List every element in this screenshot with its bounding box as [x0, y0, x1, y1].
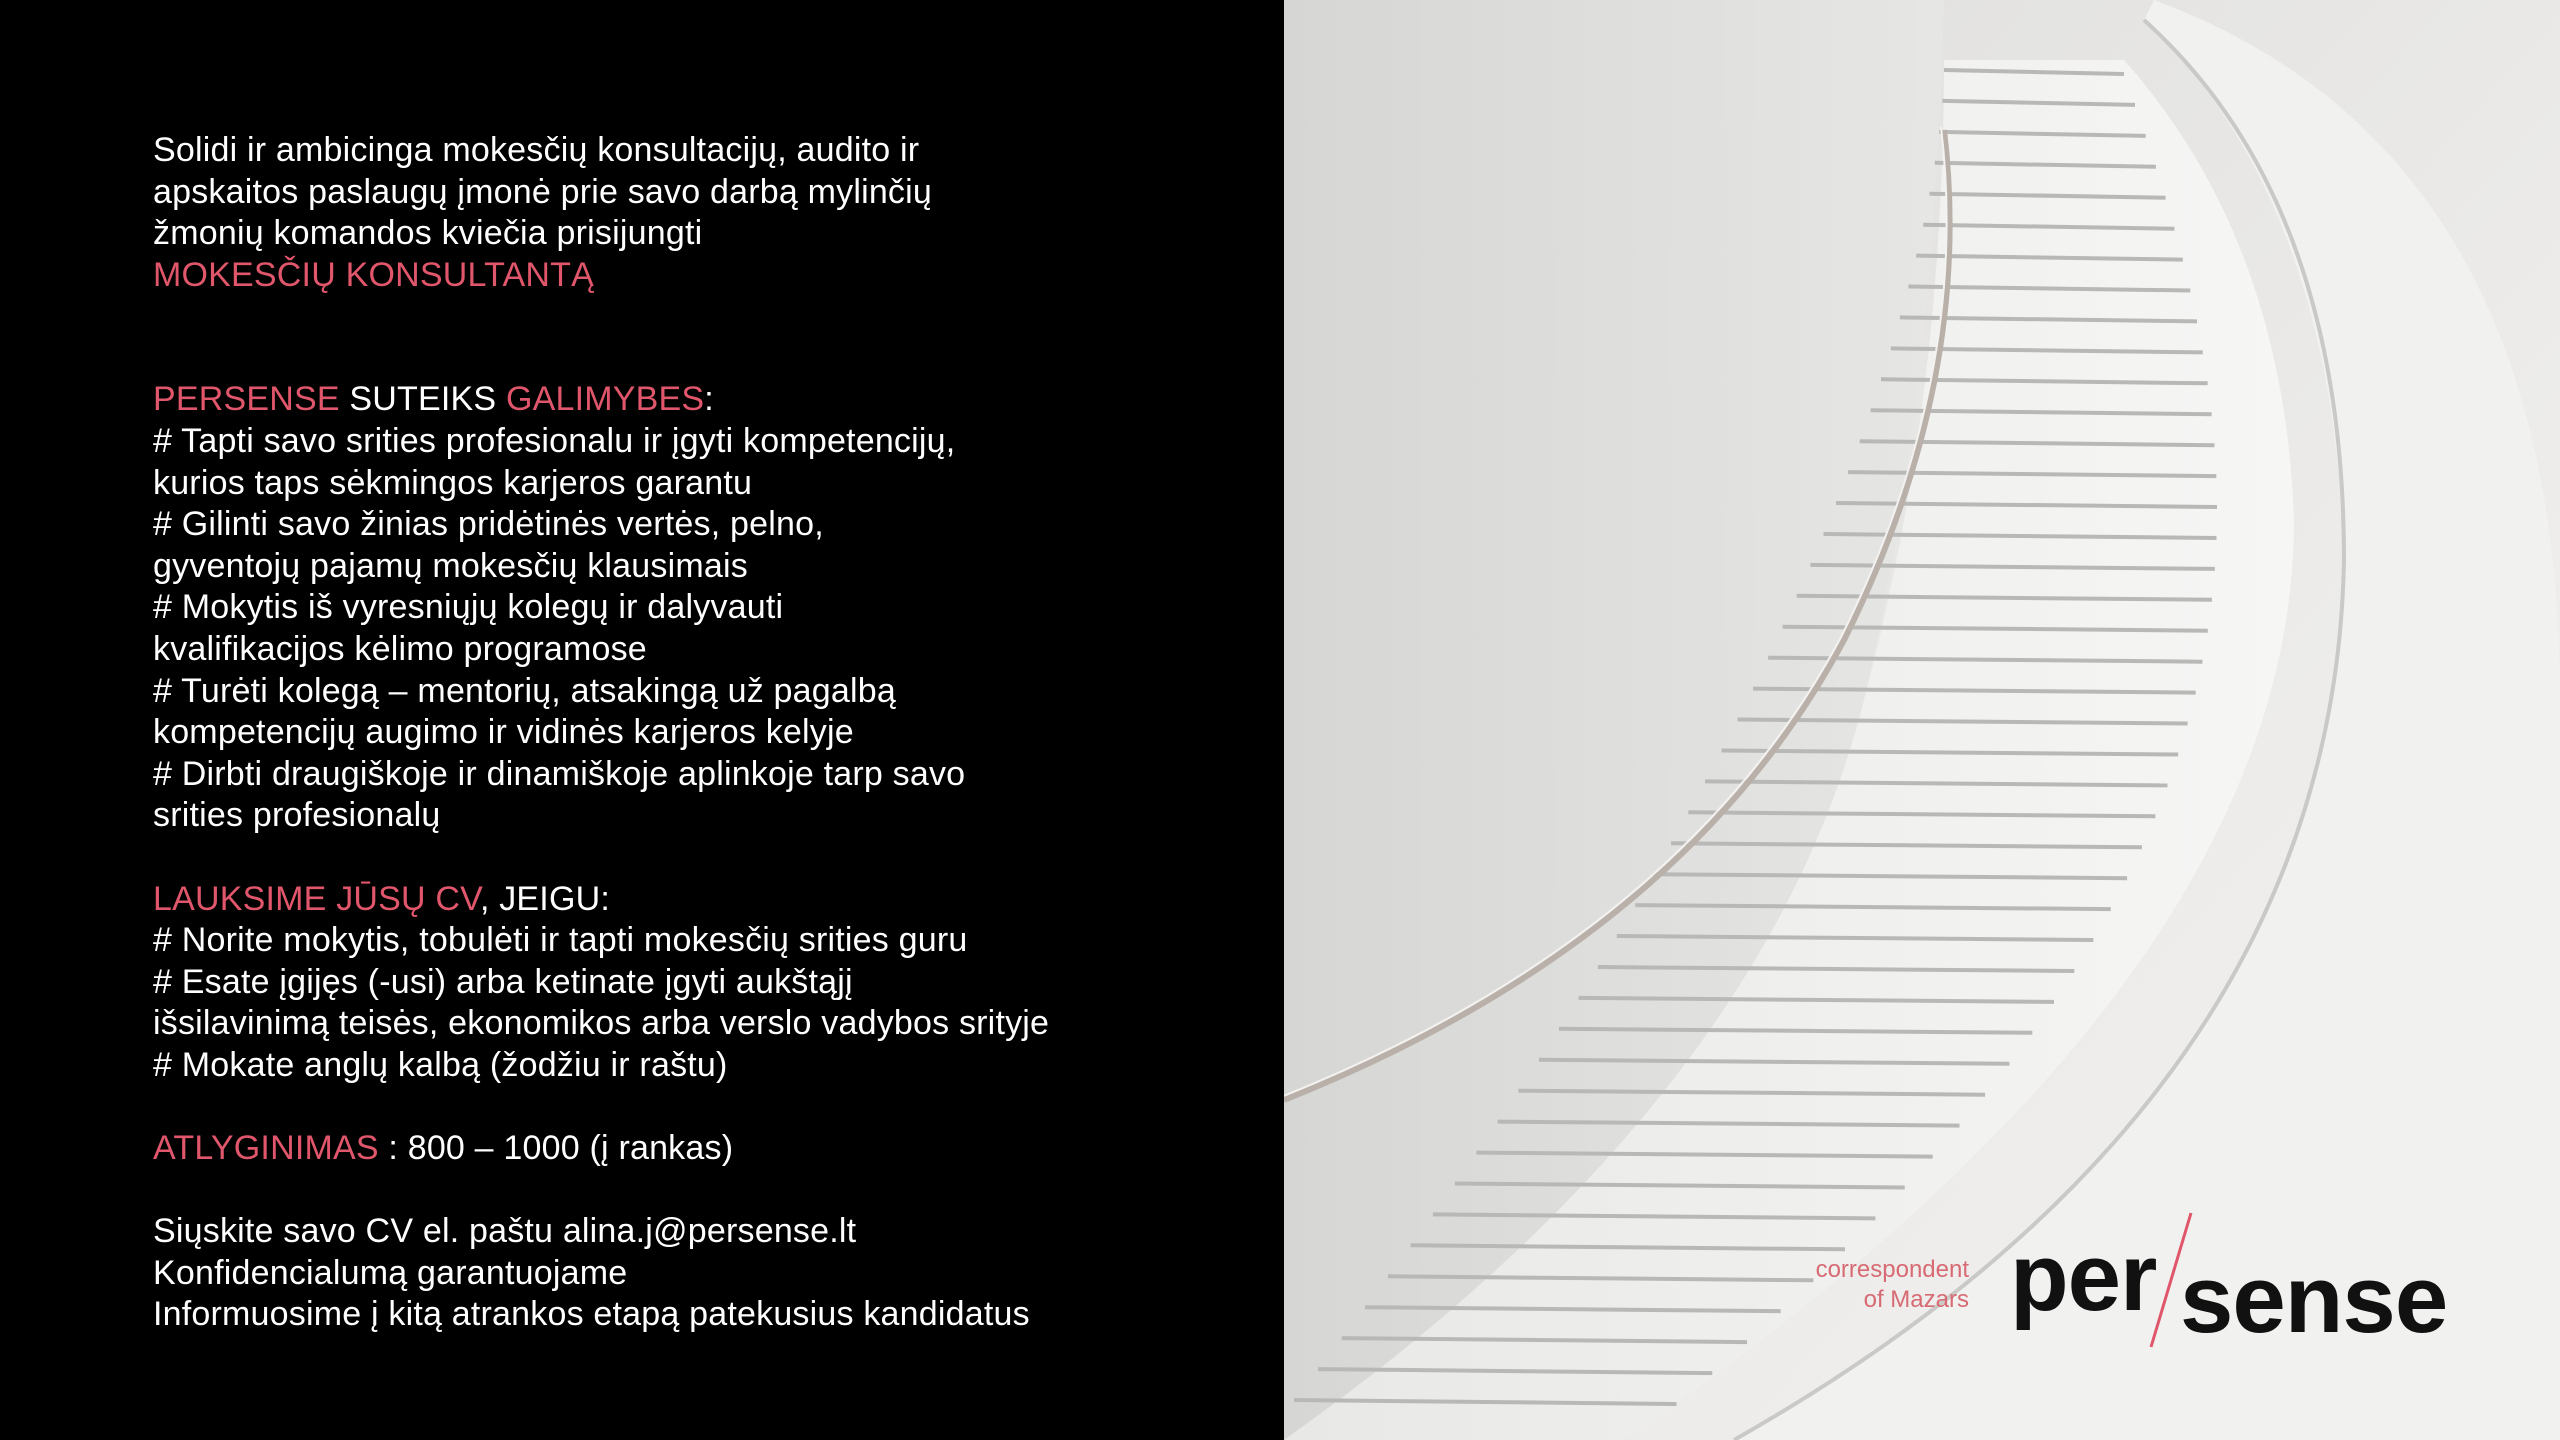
- intro-line-2: apskaitos paslaugų įmonė prie savo darbą mylinčių: [153, 172, 933, 211]
- opportunity-line: kurios taps sėkmingos karjeros garantu: [153, 463, 753, 502]
- requirement-line: # Mokate anglų kalbą (žodžiu ir raštu): [153, 1045, 728, 1084]
- requirement-line: # Esate įgijęs (-usi) arba ketinate įgyti aukštąjį: [153, 962, 853, 1001]
- logo-sense-text: sense: [2180, 1246, 2448, 1353]
- persense-logo: [1770, 1210, 2490, 1360]
- contact-confidentiality-line: Konfidencialumą garantuojame: [153, 1253, 628, 1292]
- opportunity-line: kompetencijų augimo ir vidinės karjeros kelyje: [153, 713, 854, 752]
- opportunity-line: # Tapti savo srities profesionalu ir įgyti kompetencijų,: [153, 421, 956, 460]
- opportunities-heading: [153, 379, 1253, 421]
- opportunity-line: # Dirbti draugiškoje ir dinamiškoje aplinkoje tarp savo: [153, 754, 966, 793]
- correspondent-line-1: correspondent: [1815, 1256, 1969, 1283]
- opportunity-line: srities profesionalų: [153, 796, 441, 835]
- requirements-heading-rest: , JEIGU:: [479, 879, 611, 918]
- contact-next-stage-line: Informuosime į kitą atrankos etapą patekusius kandidatus: [153, 1295, 1030, 1334]
- opportunity-line: kvalifikacijos kėlimo programose: [153, 629, 647, 668]
- opportunity-line: # Gilinti savo žinias pridėtinės vertės, pelno,: [153, 505, 824, 544]
- opportunity-line: gyventojų pajamų mokesčių klausimais: [153, 546, 748, 585]
- intro-line-3: žmonių komandos kviečia prisijungti: [153, 214, 703, 253]
- intro-line-1: Solidi ir ambicinga mokesčių konsultacijų, audito ir: [153, 131, 920, 169]
- opportunities-word: GALIMYBES: [505, 380, 705, 419]
- contact-email-line: Siųskite savo CV el. paštu alina.j@persense.lt: [153, 1212, 857, 1251]
- correspondent-line-2: of Mazars: [1863, 1286, 1969, 1313]
- salary-value: : 800 – 1000 (į rankas): [378, 1129, 734, 1168]
- position-title: MOKESČIŲ KONSULTANTĄ: [153, 255, 595, 294]
- salary-label: ATLYGINIMAS: [153, 1129, 379, 1168]
- opportunities-verb: SUTEIKS: [339, 380, 506, 419]
- requirements-heading: [153, 879, 1253, 921]
- requirement-line: išsilavinimą teisės, ekonomikos arba verslo vadybos srityje: [153, 1004, 1050, 1043]
- requirement-line: # Norite mokytis, tobulėti ir tapti mokesčių srities guru: [153, 921, 968, 960]
- opportunity-line: # Turėti kolegą – mentorių, atsakingą už pagalbą: [153, 671, 896, 710]
- correspondent-text: [1816, 1255, 1969, 1315]
- salary-line: [153, 1128, 1253, 1170]
- opportunity-line: # Mokytis iš vyresniųjų kolegų ir dalyvauti: [153, 588, 784, 627]
- opportunities-colon: :: [704, 380, 714, 419]
- requirements-heading-accent: LAUKSIME JŪSŲ CV: [153, 879, 480, 918]
- logo-per-text: per: [2010, 1224, 2157, 1331]
- brand-name: PERSENSE: [153, 380, 340, 419]
- job-ad-text: [153, 130, 1253, 1336]
